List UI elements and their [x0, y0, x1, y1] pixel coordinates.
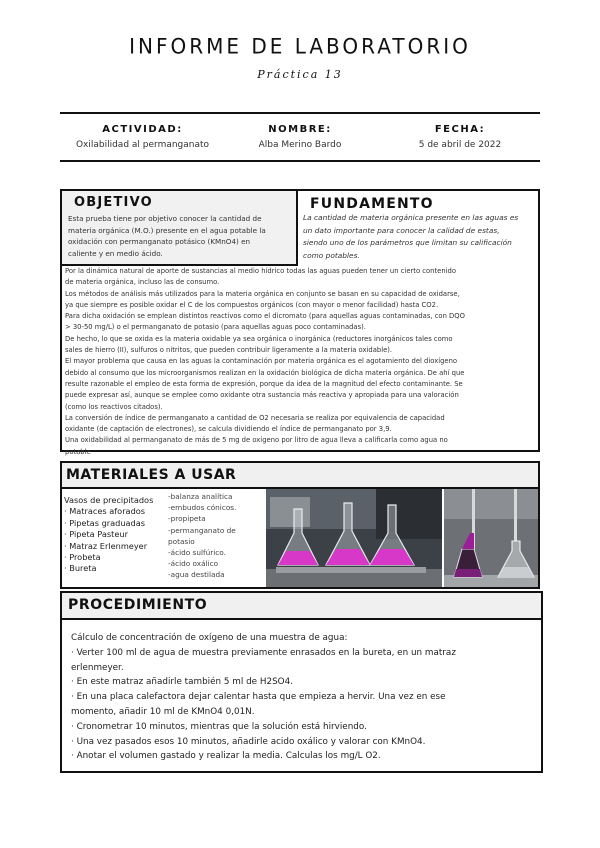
procedimiento-header	[62, 593, 541, 620]
material-item: -ácido oxálico	[168, 559, 219, 569]
material-item: · Pipetas graduadas	[64, 517, 146, 528]
procedimiento-line: · Una vez pasados esos 10 minutos, añadirle acido oxálico y valorar con KMnO4.	[71, 736, 426, 747]
materiales-header	[62, 463, 538, 489]
nombre-label: NOMBRE:	[268, 124, 332, 135]
fundamento-line: ya que siempre es posible oxidar el C de los compuestos orgánicos (con mayor o menor facilidad) hasta CO2.	[65, 300, 439, 309]
fundamento-line: de materia orgánica, incluso las de consumo.	[65, 278, 220, 287]
objetivo-heading: OBJETIVO	[74, 195, 153, 210]
material-item: -propipeta	[168, 514, 206, 524]
objetivo-text	[68, 213, 294, 259]
material-item: · Bureta	[64, 563, 97, 574]
flasks-hotplate-image	[266, 489, 442, 587]
page-title: INFORME DE LABORATORIO	[129, 33, 471, 59]
procedimiento-line: Cálculo de concentración de oxígeno de una muestra de agua:	[71, 633, 348, 643]
fundamento-intro-line: siendo uno de los parámetros que limitan su calificación	[303, 238, 512, 247]
material-item: · Pipeta Pasteur	[64, 529, 128, 540]
titration-photo	[444, 489, 538, 587]
fundamento-body	[65, 266, 537, 458]
objetivo-box	[60, 189, 298, 266]
flasks-hotplate-photo	[266, 489, 442, 587]
materiales-list-2	[168, 491, 266, 581]
material-item: -agua destilada	[168, 570, 225, 580]
fundamento-line: (como los reactivos citados).	[65, 402, 163, 411]
material-item: · Probeta	[64, 552, 101, 563]
fundamento-line: puede expresar así, aunque se emplee como oxidante otra sustancia más reactiva y apropiada para una valoración	[65, 391, 459, 400]
fundamento-intro	[303, 212, 537, 262]
material-item: Vasos de precipitados	[64, 495, 154, 505]
procedimiento-line: erlenmeyer.	[71, 662, 124, 673]
procedimiento-line: · Verter 100 ml de agua de muestra previamente enrasados en la bureta, en un matraz	[71, 647, 456, 658]
fecha-label: FECHA:	[434, 124, 486, 135]
material-item: -ácido sulfúrico.	[168, 548, 226, 558]
fundamento-line: Los métodos de análisis más utilizados para la materia orgánica en conjunto se basan en su capacidad de oxidarse,	[65, 289, 460, 298]
material-item: potasio	[168, 536, 195, 546]
materiales-list-1	[64, 495, 153, 575]
material-item: · Matraces aforados	[64, 506, 146, 517]
fundamento-line: Para dicha oxidación se emplean distintos reactivos como el dicromato (para aquellas aguas contaminadas, con DQO	[65, 312, 465, 321]
actividad-value: Oxilabilidad al permanganato	[75, 140, 210, 150]
fundamento-intro-line: La cantidad de materia orgánica presente en las aguas es	[303, 213, 519, 222]
objetivo-line: oxidación con permanganato potásico (KMnO4) en	[68, 237, 251, 246]
top-rule	[60, 112, 540, 114]
fundamento-line: El mayor problema que causa en las aguas la contaminación por materia orgánica es el agotamiento del dioxígeno	[65, 357, 458, 366]
fundamento-line: resulte razonable el empleo de esta forma de expresión, porque da idea de la magnitud del efecto contaminante. Se	[65, 379, 463, 388]
fundamento-line: debido al consumo que los microorganismos realizan en la oxidación biológica de dicha materia orgánica. De ahí que	[65, 368, 465, 377]
fundamento-line: La conversión de índice de permanganato a cantidad de O2 necesaria se realiza por equivalencia de capacidad	[65, 413, 445, 422]
titration-image	[444, 489, 538, 587]
procedimiento-line: · En una placa calefactora dejar calentar hasta que empieza a hervir. Una vez en ese	[71, 692, 446, 703]
procedimiento-line: · Cronometrar 10 minutos, mientras que la solución está hirviendo.	[71, 721, 367, 732]
fundamento-heading: FUNDAMENTO	[310, 196, 434, 212]
fundamento-line: Una oxidabilidad al permanganato de más de 5 mg de oxígeno por litro de agua lleva a calificarla como agua no	[65, 436, 448, 445]
objetivo-line: Esta prueba tiene por objetivo conocer la cantidad de	[68, 214, 262, 223]
procedimiento-line: · En este matraz añadirle también 5 ml de H2SO4.	[71, 677, 293, 688]
material-item: -permanganato de	[168, 525, 236, 535]
fundamento-intro-line: como potables.	[303, 250, 360, 260]
procedimiento-line: · Anotar el volumen gastado y realizar la media. Calculas los mg/L O2.	[71, 751, 381, 762]
actividad-label: ACTIVIDAD:	[102, 124, 183, 135]
fundamento-line: oxidante (de captación de electrones), se calcula dividiendo el índice de permanganato por 3,9.	[65, 425, 392, 434]
fundamento-line: potable	[65, 447, 91, 456]
materiales-heading: MATERIALES A USAR	[66, 467, 237, 483]
fundamento-line: Por la dinámica natural de aporte de sustancias al medio hídrico todas las aguas pueden tener un cierto contenido	[65, 267, 456, 275]
fecha-value: 5 de abril de 2022	[418, 140, 502, 150]
header-rule	[60, 160, 540, 162]
objetivo-line: materia orgánica (M.O.) presente en el agua potable la	[68, 225, 266, 235]
material-item: · Matraz Erlenmeyer	[64, 540, 148, 551]
procedimiento-text	[71, 631, 533, 764]
material-item: -embudos cónicos.	[168, 503, 237, 513]
objetivo-line: caliente y en medio ácido.	[68, 248, 163, 258]
practice-subtitle: Práctica 13	[257, 68, 343, 81]
fundamento-intro-line: un dato importante para conocer la calidad de estas,	[303, 225, 500, 235]
nombre-value: Alba Merino Bardo	[258, 140, 342, 150]
procedimiento-heading: PROCEDIMIENTO	[68, 597, 208, 613]
procedimiento-line: momento, añadir 10 ml de KMnO4 0,01N.	[71, 706, 255, 717]
fundamento-line: sales de hierro (II), sulfuros o nitritos, que pueden contribuir ligeramente a la materia oxidable).	[65, 346, 393, 355]
fundamento-line: > 30-50 mg/L) o el permanganato de potasio (para aquellas aguas poco contaminadas).	[65, 323, 366, 332]
material-item: -balanza analítica	[168, 492, 233, 501]
fundamento-line: De hecho, lo que se oxida es la materia oxidable ya sea orgánica o inorgánica (reductores inorgánicos tales como	[65, 334, 453, 343]
